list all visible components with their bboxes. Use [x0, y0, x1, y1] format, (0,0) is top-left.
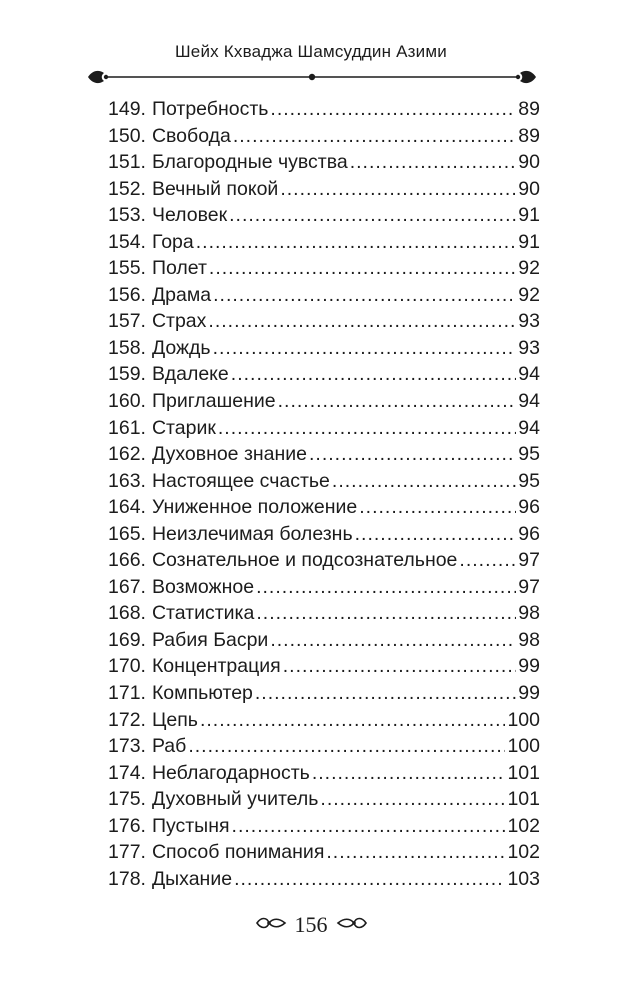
toc-entry-page: 92 [518, 283, 540, 306]
toc-entry-number: 177. [108, 841, 146, 864]
toc-dot-leader [312, 760, 506, 787]
toc-entry-page: 94 [518, 390, 540, 413]
toc-entry-number: 174. [108, 761, 146, 784]
toc-entry-title: Рабия Басри [151, 628, 269, 651]
toc-entry-page: 101 [507, 788, 540, 811]
toc-entry-title: Благородные чувства [151, 151, 348, 174]
toc-entry-title: Старик [151, 416, 216, 439]
toc-entry-title: Страх [151, 310, 207, 333]
toc-dot-leader [234, 866, 505, 893]
toc-entry-page: 93 [518, 310, 540, 333]
toc-entry-page: 95 [518, 469, 540, 492]
toc-entry-number: 152. [108, 177, 146, 200]
toc-dot-leader [255, 680, 516, 707]
toc-entry [108, 547, 540, 574]
toc-entry-page: 101 [507, 761, 540, 784]
toc-entry-number: 153. [108, 204, 146, 227]
toc-entry [108, 707, 540, 734]
toc-entry [108, 361, 540, 388]
toc-entry-page: 100 [507, 708, 540, 731]
toc-entry [108, 388, 540, 415]
toc-entry-number: 151. [108, 151, 146, 174]
toc-entry-page: 94 [518, 363, 540, 386]
toc-entry-page: 90 [518, 177, 540, 200]
toc-dot-leader [350, 149, 517, 176]
leaf-ornament-icon [88, 71, 108, 83]
toc-entry-number: 159. [108, 363, 146, 386]
toc-entry [108, 786, 540, 813]
toc-dot-leader [200, 707, 506, 734]
toc-entry [108, 149, 540, 176]
toc-entry [108, 96, 540, 123]
toc-dot-leader [278, 388, 517, 415]
toc-entry [108, 653, 540, 680]
toc-entry [108, 123, 540, 150]
toc-entry [108, 308, 540, 335]
rule-center-dot [309, 74, 315, 80]
toc-entry-number: 175. [108, 788, 146, 811]
toc-dot-leader [355, 521, 517, 548]
toc-entry-title: Вечный покой [151, 177, 279, 200]
toc-entry-title: Концентрация [151, 655, 281, 678]
toc-entry-title: Возможное [151, 575, 255, 598]
toc-entry-page: 97 [518, 575, 540, 598]
toc-entry [108, 468, 540, 495]
toc-entry-page: 103 [507, 867, 540, 890]
toc-dot-leader [256, 574, 516, 601]
toc-entry-title: Полет [151, 257, 207, 280]
toc-entry-page: 98 [518, 628, 540, 651]
toc-entry-page: 90 [518, 151, 540, 174]
toc-entry [108, 680, 540, 707]
toc-entry-page: 91 [518, 230, 540, 253]
toc-entry-title: Духовное знание [151, 443, 308, 466]
toc-entry-number: 168. [108, 602, 146, 625]
toc-dot-leader [283, 653, 517, 680]
toc-entry-number: 169. [108, 628, 146, 651]
toc-entry-page: 91 [518, 204, 540, 227]
toc-entry-page: 96 [518, 496, 540, 519]
toc-entry-page: 89 [518, 124, 540, 147]
toc-entry-number: 150. [108, 124, 146, 147]
toc-entry [108, 866, 540, 893]
toc-entry-number: 178. [108, 867, 146, 890]
toc-entry-page: 98 [518, 602, 540, 625]
toc-entry-number: 156. [108, 283, 146, 306]
toc-entry-page: 96 [518, 522, 540, 545]
table-of-contents [108, 96, 540, 892]
toc-entry-title: Вдалеке [151, 363, 229, 386]
toc-entry-page: 95 [518, 443, 540, 466]
toc-entry-number: 161. [108, 416, 146, 439]
toc-dot-leader [213, 335, 517, 362]
toc-entry-number: 149. [108, 98, 146, 120]
toc-entry-title: Раб [151, 735, 187, 758]
toc-entry-title: Свобода [151, 124, 231, 147]
toc-entry-page: 92 [518, 257, 540, 280]
toc-entry-number: 164. [108, 496, 146, 519]
toc-dot-leader [209, 255, 516, 282]
toc-entry-number: 157. [108, 310, 146, 333]
toc-entry-number: 158. [108, 336, 146, 359]
toc-dot-leader [196, 229, 517, 256]
toc-entry [108, 202, 540, 229]
toc-entry-title: Неблагодарность [151, 761, 310, 784]
toc-dot-leader [213, 282, 516, 309]
toc-entry-number: 165. [108, 522, 146, 545]
toc-entry [108, 282, 540, 309]
toc-dot-leader [256, 600, 516, 627]
toc-dot-leader [218, 415, 516, 442]
toc-entry-page: 97 [518, 549, 540, 572]
toc-entry-page: 100 [507, 735, 540, 758]
toc-dot-leader [359, 494, 516, 521]
toc-entry-number: 167. [108, 575, 146, 598]
toc-dot-leader [332, 468, 516, 495]
toc-entry-title: Человек [151, 204, 228, 227]
toc-entry-number: 160. [108, 390, 146, 413]
toc-entry-page: 89 [518, 98, 540, 120]
toc-dot-leader [231, 361, 517, 388]
toc-entry [108, 813, 540, 840]
toc-entry [108, 600, 540, 627]
toc-entry [108, 494, 540, 521]
header-rule [86, 65, 538, 89]
toc-dot-leader [280, 176, 516, 203]
toc-entry [108, 521, 540, 548]
toc-entry-page: 99 [518, 682, 540, 705]
toc-entry-page: 99 [518, 655, 540, 678]
toc-entry [108, 627, 540, 654]
toc-entry-title: Сознательное и подсознательное [151, 549, 458, 572]
toc-entry-number: 162. [108, 443, 146, 466]
page-footer [0, 912, 622, 938]
toc-entry-number: 166. [108, 549, 146, 572]
toc-entry [108, 574, 540, 601]
toc-entry-title: Компьютер [151, 682, 253, 705]
toc-entry-number: 176. [108, 814, 146, 837]
toc-entry [108, 441, 540, 468]
scroll-ornament-icon [255, 912, 287, 938]
toc-dot-leader [459, 547, 516, 574]
toc-dot-leader [270, 96, 516, 123]
toc-entry [108, 415, 540, 442]
toc-entry [108, 760, 540, 787]
toc-entry-page: 93 [518, 336, 540, 359]
toc-dot-leader [326, 839, 505, 866]
toc-entry-number: 170. [108, 655, 146, 678]
toc-entry-title: Драма [151, 283, 212, 306]
toc-entry-page: 102 [507, 814, 540, 837]
scroll-ornament-icon [336, 912, 368, 938]
toc-entry-title: Дыхание [151, 867, 233, 890]
toc-entry-page: 94 [518, 416, 540, 439]
toc-entry [108, 733, 540, 760]
toc-entry-title: Духовный учитель [151, 788, 319, 811]
toc-dot-leader [309, 441, 516, 468]
toc-entry-title: Униженное положение [151, 496, 358, 519]
running-header: Шейх Кхваджа Шамсуддин Азими [175, 42, 447, 61]
toc-entry [108, 335, 540, 362]
toc-entry-title: Настоящее счастье [151, 469, 330, 492]
toc-dot-leader [229, 202, 516, 229]
toc-entry-title: Цепь [151, 708, 198, 731]
toc-entry-title: Способ понимания [151, 841, 325, 864]
toc-entry [108, 229, 540, 256]
toc-entry-number: 173. [108, 735, 146, 758]
toc-dot-leader [232, 813, 506, 840]
toc-entry-title: Дождь [151, 336, 211, 359]
toc-entry-page: 102 [507, 841, 540, 864]
toc-entry-title: Пустыня [151, 814, 230, 837]
toc-dot-leader [320, 786, 505, 813]
toc-dot-leader [270, 627, 516, 654]
toc-entry-title: Потребность [151, 98, 269, 120]
toc-entry-title: Приглашение [151, 390, 276, 413]
toc-entry-title: Статистика [151, 602, 255, 625]
page-number: 156 [294, 912, 328, 937]
toc-entry [108, 839, 540, 866]
toc-entry-title: Гора [151, 230, 194, 253]
toc-dot-leader [233, 123, 516, 150]
toc-entry-number: 155. [108, 257, 146, 280]
toc-entry-number: 171. [108, 682, 146, 705]
toc-entry-number: 172. [108, 708, 146, 731]
toc-entry-number: 163. [108, 469, 146, 492]
toc-entry-title: Неизлечимая болезнь [151, 522, 353, 545]
toc-dot-leader [188, 733, 505, 760]
toc-entry-number: 154. [108, 230, 146, 253]
toc-entry [108, 176, 540, 203]
leaf-ornament-icon [516, 71, 536, 83]
toc-dot-leader [208, 308, 516, 335]
toc-entry [108, 255, 540, 282]
